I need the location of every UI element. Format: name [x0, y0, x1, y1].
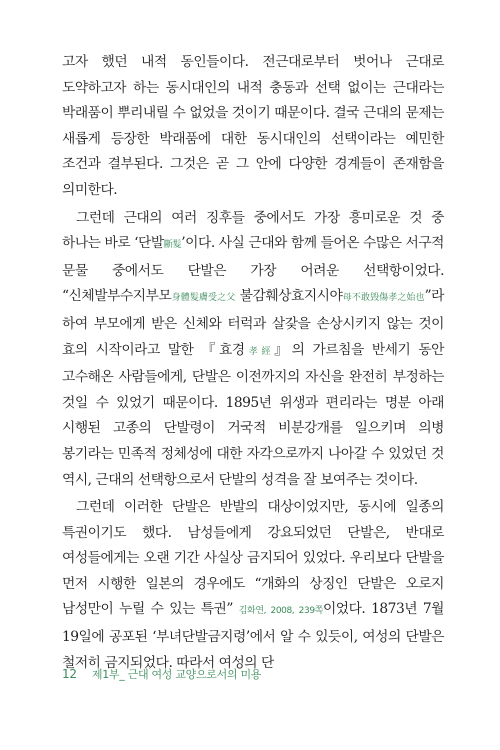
page-body	[62, 50, 444, 676]
paragraph-text: 불감훼상효지시야	[235, 288, 343, 305]
paragraph-text: 』의 가르침을 반세기 동안 고수해온 사람들에게, 단발은 이전까지의 자신을 완전히 부정하는 것일 수 있었기 때문이다. 1895년 위생과 편리라는 명분 아래 시행된 고종의 단발령이 거국적 비분강개를 일으키며 의병 봉기라는 민족적 정체성에 대한 자각으로까지 나아갈 수 있었던 것 역시, 근대의 선택항으로서 단발의 성격을 잘 보여주는 것이다.	[62, 341, 444, 488]
paragraph	[62, 50, 444, 204]
running-title: 제1부_ 근대 여성 교양으로서의 미용	[91, 668, 262, 681]
paragraph	[62, 495, 444, 676]
paragraph-text: ”라 하여 부모에게 받은 신체와 터럭과 살갗을 손상시키지 않는 것이 효의 시작이라고 말한 『효경	[62, 288, 444, 358]
hanja-annotation: 김화연, 2008, 239쪽	[238, 606, 323, 617]
body-text	[62, 50, 444, 676]
paragraph-text: ’이다. 사실 근대와 함께 들어온 수많은 서구적 문물 중에서도 단발은 가장 어려운 선택항이었다. “신체발부수지부모	[62, 235, 445, 305]
page-footer	[62, 666, 261, 682]
hanja-annotation: 身體髮膚受之父	[171, 293, 236, 304]
page-number: 12	[62, 667, 77, 681]
paragraph	[62, 206, 444, 494]
paragraph-text: 고자 했던 내적 동인들이다. 전근대로부터 벗어나 근대로 도약하고자 하는 동시대인의 내적 충동과 선택 없이는 근대라는 박래품이 뿌리내릴 수 없었을 것이기 때문이다. 결국 근대의 문제는 새롭게 등장한 박래품에 대한 동시대인의 선택이라는 예민한 조건과 결부된다. 그것은 곧 그 안에 다양한 경계들이 존재함을 의미한다.	[62, 54, 444, 198]
hanja-annotation: 母不敢毁傷孝之始也	[342, 293, 425, 304]
paragraph-text: 그런데 근대의 여러 징후들 중에서도 가장 흥미로운 것 중 하나는 바로 ‘단발	[62, 209, 444, 252]
hanja-annotation: 斷髮	[163, 240, 182, 251]
paragraph-text: 이었다. 1873년 7월 19일에 공포된 ‘부녀단발금지령’에서 알 수 있듯이, 여성의 단발은 철저히 금지되었다. 따라서 여성의 단	[62, 601, 444, 671]
paragraph-text: 그런데 이러한 단발은 반발의 대상이었지만, 동시에 일종의 특권이기도 했다. 남성들에게 강요되었던 단발은, 반대로 여성들에게는 오랜 기간 사실상 금지되어 있었다. 우리보다 단발을 먼저 시행한 일본의 경우에도 “개화의 상징인 단발은 오로지 남성만이 누릴 수 있는 특권”	[62, 499, 444, 618]
hanja-annotation: 孝經	[244, 346, 275, 357]
